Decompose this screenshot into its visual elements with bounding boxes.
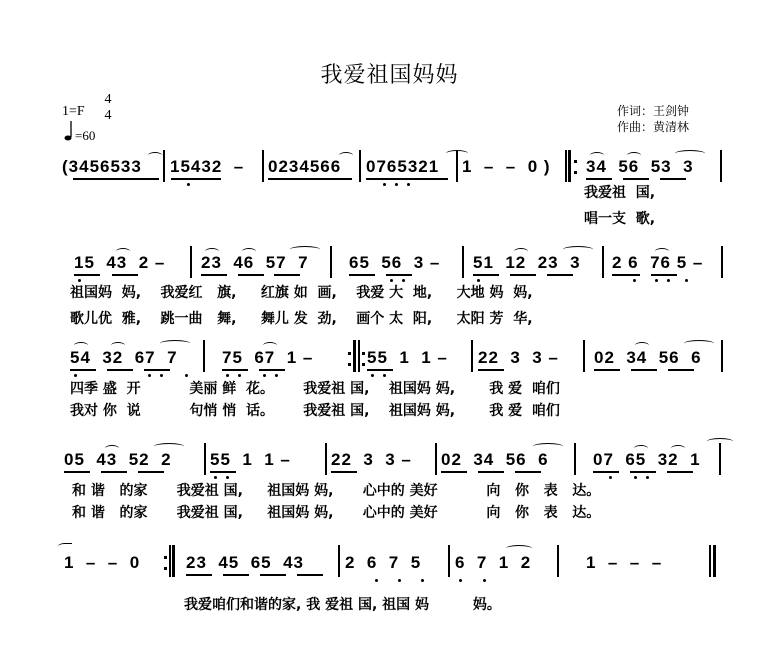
barline: [719, 443, 721, 475]
lyric-verse-2: 我对 你 说 句悄 悄 话。 我爱祖 国, 祖国妈 妈, 我 爱 咱们: [70, 403, 560, 419]
barline: [163, 150, 165, 182]
repeat-dot: [574, 171, 577, 174]
tie-arc: [105, 445, 119, 452]
lyric-verse-2: 和 谐 的家 我爱祖 国, 祖国妈 妈, 心中的 美好 向 你 表 达。: [72, 505, 601, 521]
barline: [204, 443, 206, 475]
low-octave-dot: [477, 279, 480, 282]
low-octave-dot: [402, 279, 405, 282]
measure-intro-1: (3456533: [62, 157, 142, 176]
underline: [668, 369, 694, 371]
repeat-end-thick: [353, 340, 356, 372]
lyric-verse-1: 和 谐 的家 我爱祖 国, 祖国妈 妈, 心中的 美好 向 你 表 达。: [72, 483, 601, 499]
barline: [721, 340, 723, 372]
measure: 65 56 3 –: [349, 253, 441, 272]
final-barline-thin: [709, 545, 711, 577]
measure: 23 46 57 7: [201, 253, 309, 272]
tie-arc: [205, 248, 219, 255]
low-octave-dot: [148, 374, 151, 377]
barline: [330, 246, 332, 278]
repeat-end-barline: [169, 545, 171, 577]
low-octave-dot: [371, 374, 374, 377]
underline: [473, 274, 499, 276]
low-octave-dot: [398, 579, 401, 582]
measure-intro-3: 0234566: [268, 157, 342, 176]
underline: [366, 178, 448, 180]
low-octave-dot: [226, 476, 229, 479]
time-signature-bottom: 4: [104, 108, 112, 123]
low-octave-dot: [390, 279, 393, 282]
barline: [359, 150, 361, 182]
underline: [631, 369, 657, 371]
measure: 2 6 7 5: [345, 553, 422, 572]
low-octave-dot: [78, 279, 81, 282]
underline: [593, 471, 619, 473]
barline: [462, 246, 464, 278]
low-octave-dot: [226, 374, 229, 377]
repeat-dot: [164, 556, 167, 559]
measure: 55 1 1 –: [210, 450, 291, 469]
tie-arc: [74, 342, 88, 349]
barline: [602, 246, 604, 278]
measure: 6 7 1 2: [455, 553, 532, 572]
underline: [171, 178, 221, 180]
tie-arc: [675, 150, 705, 157]
low-octave-dot: [667, 279, 670, 282]
barline: [720, 150, 722, 182]
underline: [107, 369, 133, 371]
low-octave-dot: [238, 374, 241, 377]
low-octave-dot: [74, 374, 77, 377]
barline: [203, 340, 205, 372]
underline: [260, 574, 286, 576]
underline: [73, 178, 159, 180]
measure: 51 12 23 3: [473, 253, 581, 272]
barline: [262, 150, 264, 182]
low-octave-dot: [483, 579, 486, 582]
underline: [274, 274, 300, 276]
tie-arc: [563, 246, 593, 253]
low-octave-dot: [383, 183, 386, 186]
lyric-verse-2: 歌儿优 雅, 跳一曲 舞, 舞儿 发 劲, 画个 太 阳, 太阳 芳 华,: [70, 311, 533, 327]
measure: 54 32 67 7: [70, 348, 178, 367]
underline: [64, 471, 90, 473]
lyric-verse-1: 祖国妈 妈, 我爱红 旗, 红旗 如 画, 我爱 大 地, 大地 妈 妈,: [70, 285, 533, 301]
repeat-dot: [164, 567, 167, 570]
underline: [660, 178, 686, 180]
underline: [222, 369, 248, 371]
underline: [144, 369, 170, 371]
tie-arc: [263, 342, 277, 349]
lyric-coda: 我爱咱们和谐的家, 我 爱祖 国, 祖国 妈 妈。: [184, 597, 501, 613]
tie-arc: [154, 443, 184, 450]
measure: 22 3 3 –: [478, 348, 559, 367]
tie-arc: [290, 246, 320, 253]
underline: [667, 471, 693, 473]
low-octave-dot: [655, 279, 658, 282]
tie-arc: [707, 438, 733, 445]
low-octave-dot: [685, 279, 688, 282]
time-signature-top: 4: [104, 92, 112, 107]
underline: [630, 471, 656, 473]
underline: [547, 274, 573, 276]
tie-arc: [506, 545, 532, 552]
tie-arc: [533, 443, 563, 450]
underline: [201, 274, 227, 276]
barline: [190, 246, 192, 278]
underline: [331, 471, 357, 473]
tie-arc: [627, 152, 641, 159]
low-octave-dot: [459, 579, 462, 582]
low-octave-dot: [185, 374, 188, 377]
measure-intro-2: 15432 –: [170, 157, 245, 176]
underline: [623, 178, 649, 180]
low-octave-dot: [634, 476, 637, 479]
low-octave-dot: [375, 579, 378, 582]
repeat-dot: [362, 363, 365, 366]
repeat-start-thick: [568, 150, 571, 182]
tie-arc: [634, 445, 648, 452]
credits: [617, 103, 689, 135]
underline: [186, 574, 212, 576]
barline: [338, 545, 340, 577]
barline: [574, 443, 576, 475]
tie-arc: [242, 248, 256, 255]
repeat-end-thick: [172, 545, 175, 577]
final-barline-thick: [713, 545, 716, 577]
tie-arc: [635, 342, 649, 349]
barline: [435, 443, 437, 475]
tie-arc: [671, 445, 685, 452]
tie-arc: [446, 150, 468, 157]
underline: [367, 369, 393, 371]
underline: [223, 574, 249, 576]
low-octave-dot: [263, 374, 266, 377]
tie-arc: [339, 152, 353, 159]
measure: 23 45 65 43: [186, 553, 304, 572]
tie-arc: [148, 152, 162, 159]
underline: [268, 178, 352, 180]
lyric-verse-1: 我爱祖 国,: [584, 185, 656, 201]
underline: [612, 274, 640, 276]
low-octave-dot: [214, 476, 217, 479]
tempo-value: =60: [75, 128, 96, 143]
lyricist-credit: 作词：王剑钟: [617, 104, 690, 118]
quarter-note-icon: [64, 120, 74, 142]
measure: 02 34 56 6: [594, 348, 702, 367]
barline: [557, 545, 559, 577]
underline: [349, 274, 375, 276]
measure-intro-5: 1 – – 0 ): [462, 157, 551, 176]
lyric-verse-2: 唱一支 歌,: [584, 211, 656, 227]
measure-intro-4: 0765321: [366, 157, 440, 176]
underline: [238, 274, 264, 276]
low-octave-dot: [160, 374, 163, 377]
barline: [325, 443, 327, 475]
measure: 22 3 3 –: [331, 450, 412, 469]
tie-arc: [116, 248, 130, 255]
song-title: 我爱祖国妈妈: [320, 63, 459, 88]
measure: 07 65 32 1: [593, 450, 701, 469]
underline: [70, 369, 96, 371]
barline: [471, 340, 473, 372]
underline: [386, 274, 412, 276]
measure: 2 6 76 5 –: [612, 253, 704, 272]
underline: [478, 369, 504, 371]
measure: 05 43 52 2: [64, 450, 172, 469]
measure-verse-1: 34 56 53 3: [586, 157, 694, 176]
underline: [112, 274, 138, 276]
low-octave-dot: [609, 476, 612, 479]
low-octave-dot: [395, 183, 398, 186]
measure: 75 67 1 –: [222, 348, 314, 367]
underline: [651, 274, 677, 276]
underline: [210, 471, 236, 473]
measure: 1 – – –: [586, 553, 663, 572]
low-octave-dot: [633, 279, 636, 282]
measure: 55 1 1 –: [367, 348, 448, 367]
repeat-start-barline: [565, 150, 567, 182]
key-signature: 1=F: [62, 104, 85, 119]
tie-arc: [655, 248, 669, 255]
underline: [259, 369, 285, 371]
tie-arc: [160, 340, 190, 347]
measure: 02 34 56 6: [441, 450, 549, 469]
underline: [138, 471, 164, 473]
repeat-dot: [348, 363, 351, 366]
measure: 15 43 2 –: [74, 253, 166, 272]
tie-arc: [590, 152, 604, 159]
underline: [586, 178, 612, 180]
underline: [478, 471, 504, 473]
low-octave-dot: [187, 183, 190, 186]
tie-arc: [111, 342, 125, 349]
tie-arc: [684, 340, 714, 347]
underline: [515, 471, 541, 473]
barline: [583, 340, 585, 372]
underline: [594, 369, 620, 371]
low-octave-dot: [275, 374, 278, 377]
low-octave-dot: [646, 476, 649, 479]
repeat-barline: [358, 340, 360, 372]
underline: [441, 471, 467, 473]
repeat-dot: [574, 160, 577, 163]
underline: [510, 274, 536, 276]
underline: [297, 574, 323, 576]
underline: [101, 471, 127, 473]
tie-arc: [514, 248, 528, 255]
tie-arc: [58, 543, 72, 550]
underline: [74, 274, 100, 276]
low-octave-dot: [421, 579, 424, 582]
repeat-dot: [362, 352, 365, 355]
barline: [721, 246, 723, 278]
lyric-verse-1: 四季 盛 开 美丽 鲜 花。 我爱祖 国, 祖国妈 妈, 我 爱 咱们: [70, 381, 560, 397]
repeat-dot: [348, 352, 351, 355]
barline: [448, 545, 450, 577]
composer-credit: 作曲：黄清林: [617, 120, 690, 134]
low-octave-dot: [383, 374, 386, 377]
measure: 1 – – 0: [64, 553, 141, 572]
time-signature: [102, 92, 114, 123]
low-octave-dot: [407, 183, 410, 186]
